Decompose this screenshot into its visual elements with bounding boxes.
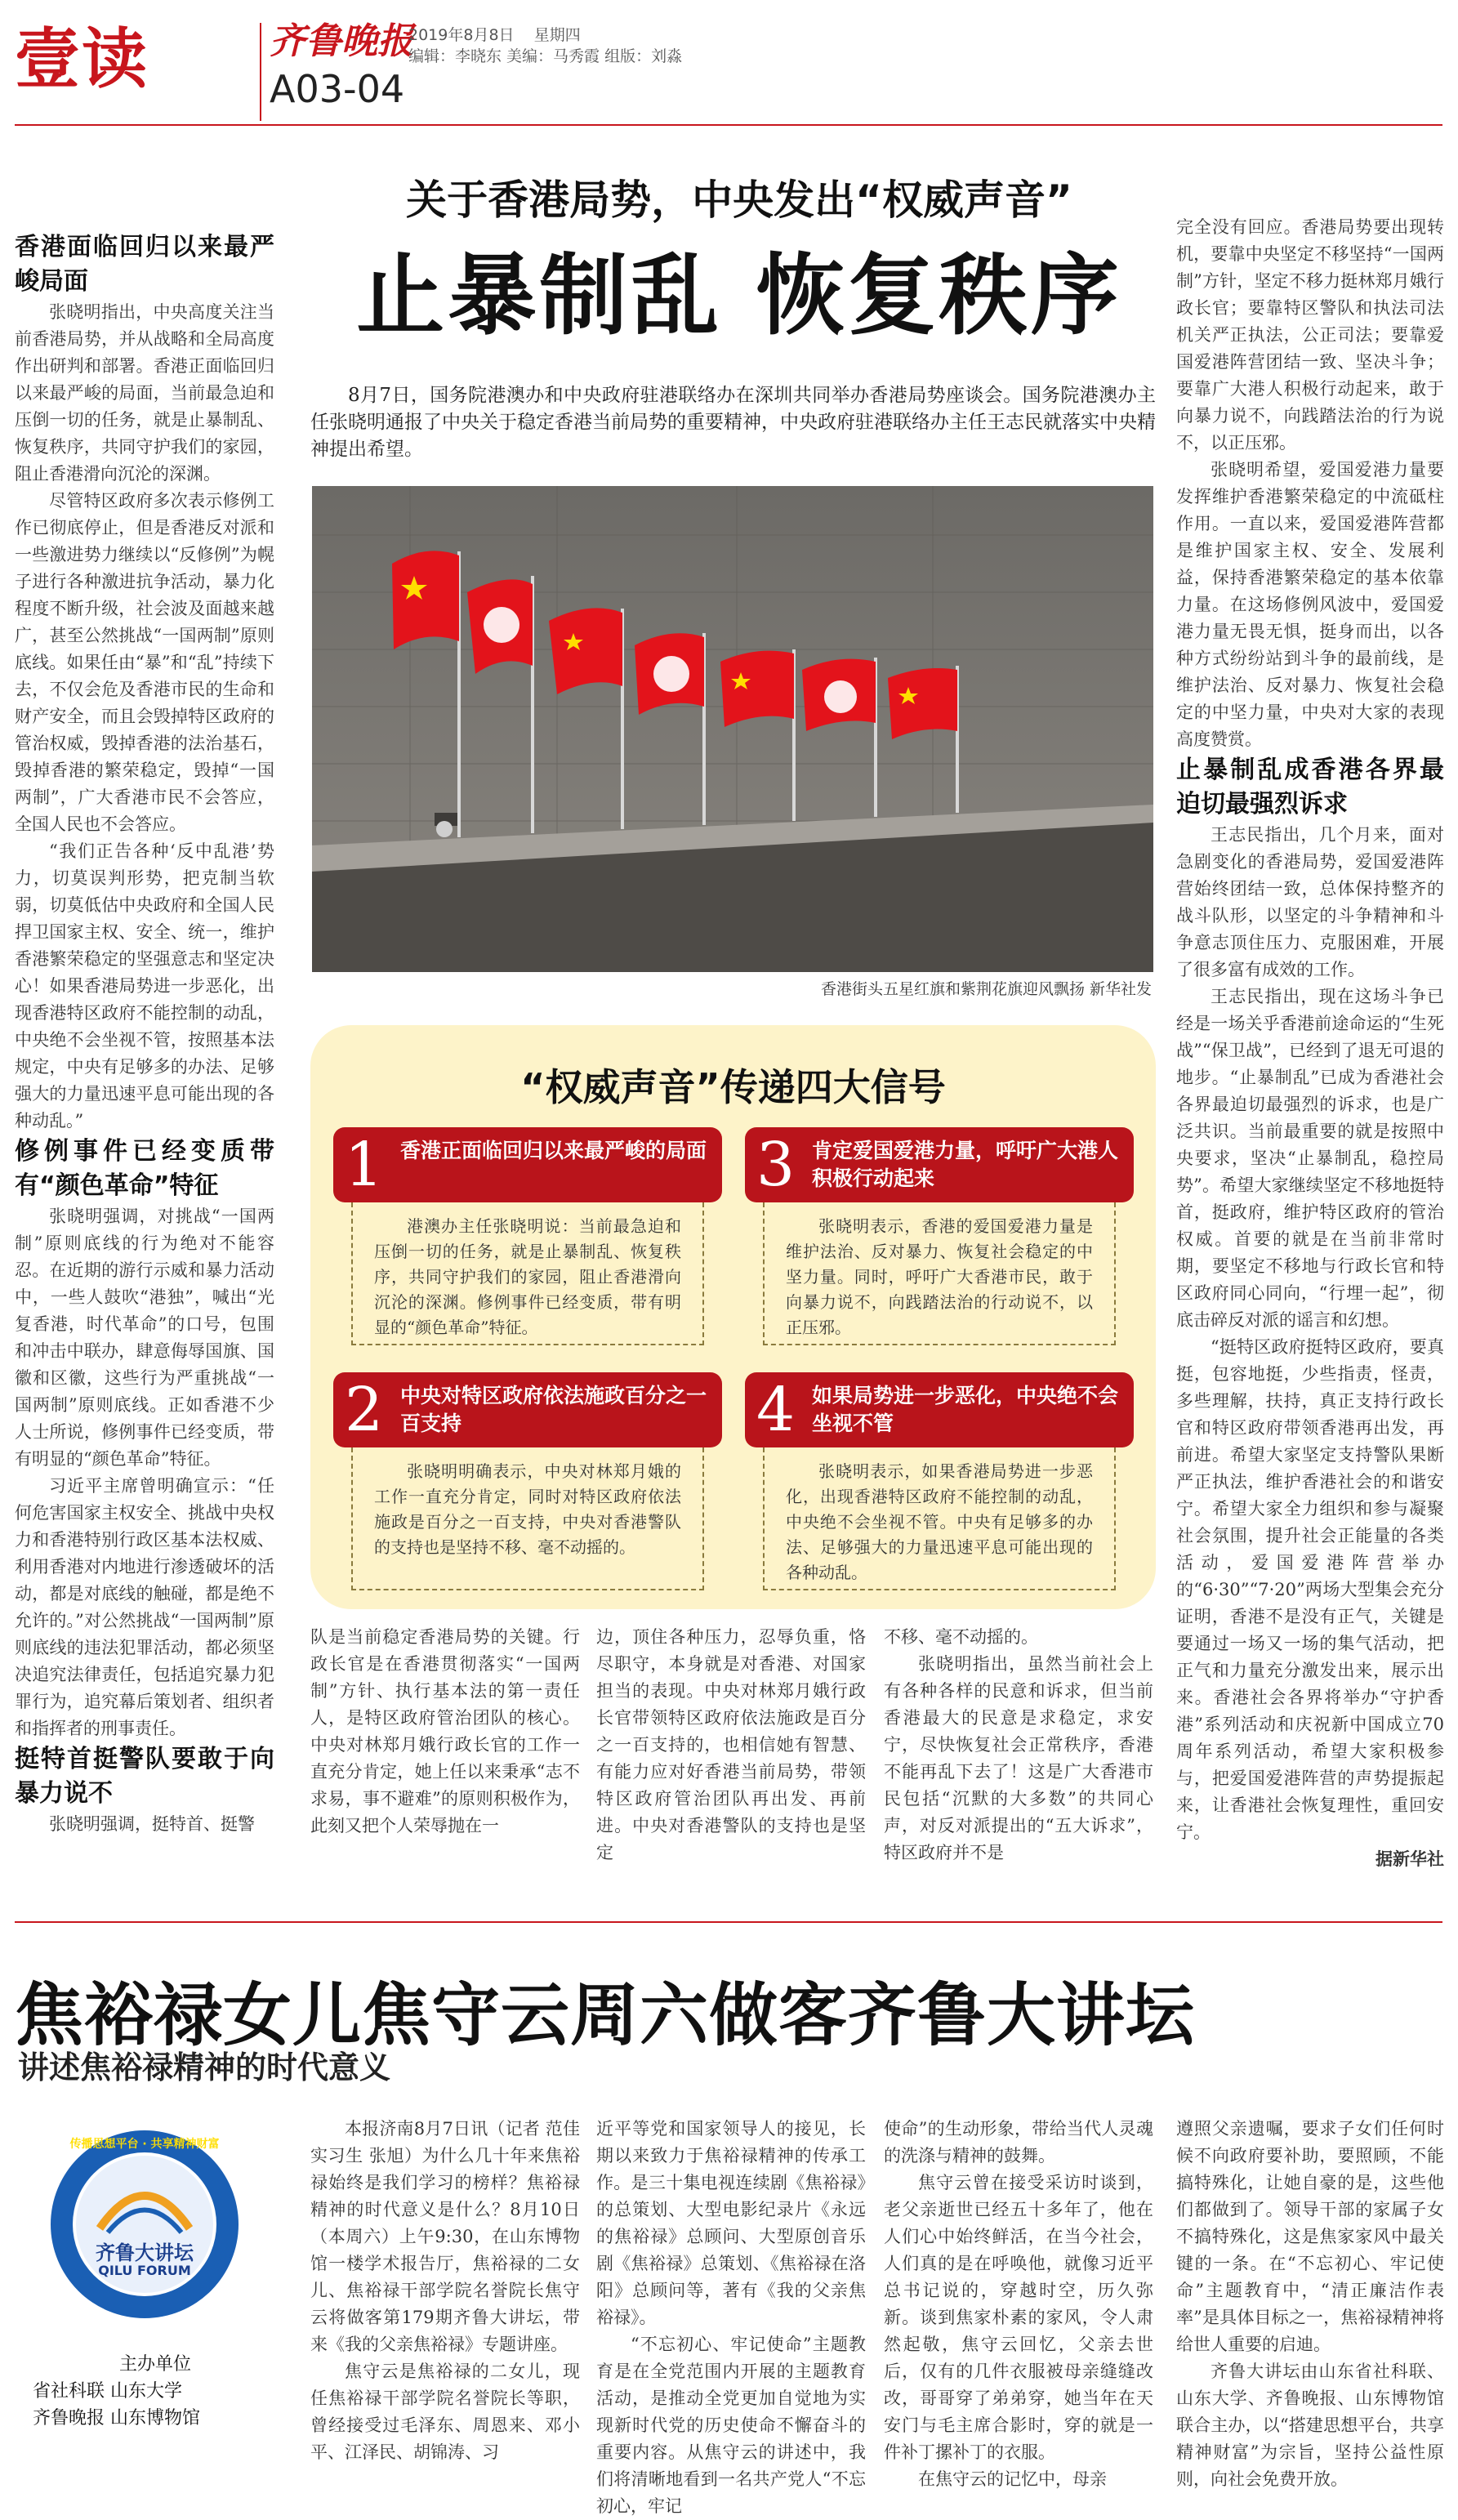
section-rule xyxy=(15,1921,1442,1923)
body-paragraph: 使命”的生动形象，带给当代人灵魂的洗涤与精神的鼓舞。 xyxy=(884,2119,1153,2165)
left-column xyxy=(15,230,274,1838)
signal-1-body: 港澳办主任张晓明说：当前最急迫和压倒一切的任务，就是止暴制乱、恢复秩序，共同守护我们的家园，阻止香港滑向沉沦的深渊。修例事件已经变质，带有明显的“颜色革命”特征。 xyxy=(351,1202,704,1345)
bottom-subhead: 讲述焦裕禄精神的时代意义 xyxy=(18,2049,391,2085)
newspaper-logo: 齐鲁晚报 xyxy=(270,20,413,62)
body-paragraph: 焦守云曾在接受采访时谈到，老父亲逝世已经五十多年了，他在人们心中始终鲜活，在当今社会，人们真的是在呼唤他，就像习近平总书记说的，穿越时空，历久弥新。谈到焦家朴素的家风，令人肃然起敬，焦守云回忆，父亲去世后，仅有的几件衣服被母亲缝缝改改，哥哥穿了弟弟穿，她当年在天安门与毛主席合影时，穿的就是一件补丁摞补丁的衣服。 xyxy=(884,2173,1153,2462)
left-subhead-1: 香港面临回归以来最严峻局面 xyxy=(15,233,274,296)
bottom-headline: 焦裕禄女儿焦守云周六做客齐鲁大讲坛 xyxy=(15,1975,1196,2055)
right-paragraph: “挺特区政府挺特区政府，要真挺，包容地挺，少些指责，怪责，多些理解，扶持，真正支持行政长官和特区政府带领香港再出发，再前进。希望大家坚定支持警队果断严正执法，维护香港社会的和谐安宁。希望大家全力组织和参与凝聚社会氛围，提升社会正能量的各类活动，爱国爱港阵营举办的“6·30”“7·20”两场大型集会充分证明，香港不是没有正气，关键是要通过一场又一场的集气活动，把正气和力量充分激发出来，展示出来。香港社会各界将举办“守护香港”系列活动和庆祝新中国成立70周年系列活动，希望大家积极参与，把爱国爱港阵营的声势提振起来，让香港社会恢复理性，重回安宁。 xyxy=(1176,1337,1444,1842)
signal-3-body: 张晓明表示，香港的爱国爱港力量是维护法治、反对暴力、恢复社会稳定的中坚力量。同时，呼吁广大香港市民，敢于向暴力说不，向践踏法治的行动说不，以正压邪。 xyxy=(763,1202,1116,1345)
left-paragraph: 尽管特区政府多次表示修例工作已彻底停止，但是香港反对派和一些激进势力继续以“反修例”为幌子进行各种激进抗争活动，暴力化程度不断升级，社会波及面越来越广，甚至公然挑战“一国两制”原则底线。如果任由“暴”和“乱”持续下去，不仅会危及香港市民的生命和财产安全，而且会毁掉特区政府的管治权威，毁掉香港的法治基石，毁掉香港的繁荣稳定，毁掉“一国两制”，广大香港市民不会答应，全国人民也不会答应。 xyxy=(15,491,274,834)
body-paragraph: 本报济南8月7日讯（记者 范佳 实习生 张旭）为什么几十年来焦裕禄始终是我们学习的榜样？焦裕禄精神的时代意义是什么？8月10日（本周六）上午9:30，在山东博物馆一楼学术报告厅，焦裕禄的二女儿、焦裕禄干部学院名誉院长焦守云将做客第179期齐鲁大讲坛，带来《我的父亲焦裕禄》专题讲座。 xyxy=(310,2119,580,2354)
signal-3-header xyxy=(745,1127,1134,1202)
signals-title: “权威声音”传递四大信号 xyxy=(520,1065,946,1109)
left-paragraph: 习近平主席曾明确宣示：“任何危害国家主权安全、挑战中央权力和香港特别行政区基本法权威、利用香港对内地进行渗透破坏的活动，都是对底线的触碰，都是绝不允许的。”对公然挑战“一国两制”原则底线的违法犯罪活动，都必须坚决追究法律责任，包括追究暴力犯罪行为，追究幕后策划者、组织者和指挥者的刑事责任。 xyxy=(15,1476,274,1738)
signal-number: 3 xyxy=(756,1130,796,1200)
bottom-column xyxy=(884,1624,1153,1867)
right-subhead: 止暴制乱成香港各界最迫切最强烈诉求 xyxy=(1176,756,1444,818)
right-paragraph: 王志民指出，现在这场斗争已经是一场关乎香港前途命运的“生死战”“保卫战”，已经到了退无可退的地步。“止暴制乱”已成为香港社会各界最迫切最强烈的诉求，也是广泛共识。当前最重要的就是按照中央要求，坚决“止暴制乱，稳控局势”。希望大家继续坚定不移地挺特首，挺政府，维护特区政府的管治权威。首要的就是在当前非常时期，要坚定不移地与行政长官和特区政府同心同向，“行埋一起”，彻底击碎反对派的谣言和幻想。 xyxy=(1176,987,1444,1330)
signal-heading: 肯定爱国爱港力量，呼吁广大港人积极行动起来 xyxy=(812,1139,1119,1190)
header-rule xyxy=(15,124,1442,126)
body-paragraph: 遵照父亲遗嘱，要求子女们任何时候不向政府要补助，要照顾，不能搞特殊化，让她自豪的是，这些他们都做到了。领导干部的家属子女不搞特殊化，这是焦家家风中最关键的一条。在“不忘初心、牢记使命”主题教育中，“清正廉洁作表率”是具体目标之一，焦裕禄精神将给世人重要的启迪。 xyxy=(1176,2119,1444,2354)
bottom-column xyxy=(310,1624,580,1840)
host-organizers xyxy=(33,2351,278,2432)
body-paragraph: 张晓明指出，虽然当前社会上有各种各样的民意和诉求，但当前香港最大的民意是求稳定，求安宁，尽快恢复社会正常秩序，香港不能再乱下去了！这是广大香港市民包括“沉默的大多数”的共同心声，对反对派提出的“五大诉求”，特区政府并不是 xyxy=(884,1654,1153,1862)
section-title: 壹读 xyxy=(15,21,149,97)
bottom-article-column xyxy=(596,2116,866,2520)
signal-number: 4 xyxy=(756,1375,796,1445)
qilu-forum-logo-icon xyxy=(51,2130,239,2318)
article-kicker: 关于香港局势，中央发出“权威声音” xyxy=(406,176,1072,224)
right-paragraph: 张晓明希望，爱国爱港力量要发挥维护香港繁荣稳定的中流砥柱作用。一直以来，爱国爱港阵营都是维护国家主权、安全、发展利益，保持香港繁荣稳定的基本依靠力量。在这场修例风波中，爱国爱港力量无畏无惧，挺身而出，以各种方式纷纷站到斗争的最前线，是维护法治、反对暴力、恢复社会稳定的中坚力量，中央对大家的表现高度赞赏。 xyxy=(1176,460,1444,749)
photo-caption: 香港街头五星红旗和紫荆花旗迎风飘扬 新华社发 xyxy=(820,980,1152,998)
logo-name: 齐鲁大讲坛 xyxy=(96,2241,194,2264)
qilu-forum-logo xyxy=(51,2130,239,2318)
flags-photo-svg xyxy=(312,486,1153,972)
article-headline: 止暴制乱 恢复秩序 xyxy=(356,245,1122,347)
signal-2-body: 张晓明明确表示，中央对林郑月娥的工作一直充分肯定，同时对特区政府依法施政是百分之一百支持，中央对香港警队的支持也是坚持不移、毫不动摇的。 xyxy=(351,1447,704,1590)
issue-weekday: 星期四 xyxy=(533,26,581,44)
left-paragraph: 张晓明强调，对挑战“一国两制”原则底线的行为绝对不能容忍。在近期的游行示威和暴力活动中，一些人鼓吹“港独”，喊出“光复香港，时代革命”的口号，包围和冲击中联办，肆意侮辱国旗、国徽和区徽，这些行为严重挑战“一国两制”原则底线。正如香港不少人士所说，修例事件已经变质，带有明显的“颜色革命”特征。 xyxy=(15,1206,274,1469)
editor-credits: 编辑：李晓东 美编：马秀霞 组版：刘淼 xyxy=(408,47,683,65)
signal-number: 2 xyxy=(345,1375,384,1445)
signal-1-header xyxy=(333,1127,722,1202)
body-paragraph: 焦守云是焦裕禄的二女儿，现任焦裕禄干部学院名誉院长等职，曾经接受过毛泽东、周恩来、邓小平、江泽民、胡锦涛、习 xyxy=(310,2362,580,2462)
body-paragraph: 在焦守云的记忆中，母亲 xyxy=(918,2469,1107,2489)
header-divider xyxy=(260,23,261,121)
left-subhead-3: 挺特首挺警队要敢于向暴力说不 xyxy=(15,1745,274,1808)
body-paragraph: 不移、毫不动摇的。 xyxy=(884,1627,1038,1647)
flags-photo xyxy=(312,486,1153,972)
body-paragraph: 边，顶住各种压力，忍辱负重，恪尽职守，本身就是对香港、对国家担当的表现。中央对林郑月娥行政长官带领特区政府依法施政是百分之一百支持的，也相信她有智慧、有能力应对好香港当前局势，带领特区政府管治团队再出发、再前进。中央对香港警队的支持也是坚定 xyxy=(596,1627,866,1862)
signal-number: 1 xyxy=(345,1130,384,1200)
left-subhead-2: 修例事件已经变质带有“颜色革命”特征 xyxy=(15,1137,274,1200)
bottom-article-column xyxy=(884,2116,1153,2493)
signal-2-header xyxy=(333,1372,722,1447)
logo-slogan: 传播思想平台 · 共享精神财富 xyxy=(69,2138,220,2151)
signal-heading: 香港正面临回归以来最严峻的局面 xyxy=(400,1139,707,1162)
body-paragraph: 齐鲁大讲坛由山东省社科联、山东大学、齐鲁晚报、山东博物馆联合主办，以“搭建思想平台，共享精神财富”为宗旨，坚持公益性原则，向社会免费开放。 xyxy=(1176,2362,1444,2489)
left-paragraph: 张晓明强调，挺特首、挺警 xyxy=(49,1814,255,1834)
right-column xyxy=(1176,214,1444,1873)
right-paragraph: 完全没有回应。香港局势要出现转机，要靠中央坚定不移坚持“一国两制”方针，坚定不移力挺林郑月娥行政长官；要靠特区警队和执法司法机关严正执法，公正司法；要靠爱国爱港阵营团结一致、坚决斗争；要靠广大港人积极行动起来，敢于向暴力说不，向践踏法治的行为说不，以正压邪。 xyxy=(1176,217,1444,453)
host-line: 省社科联 山东大学 xyxy=(33,2381,182,2402)
signal-4-header xyxy=(745,1372,1134,1447)
body-paragraph: 近平等党和国家领导人的接见，长期以来致力于焦裕禄精神的传承工作。是三十集电视连续剧《焦裕禄》的总策划、大型电影纪录片《永远的焦裕禄》总顾问、大型原创音乐剧《焦裕禄》总策划、《焦裕禄在洛阳》总顾问等，著有《我的父亲焦裕禄》。 xyxy=(596,2119,866,2327)
bottom-article-column xyxy=(310,2116,580,2466)
signal-heading: 中央对特区政府依法施政百分之一百支持 xyxy=(400,1384,707,1435)
bottom-article-column xyxy=(1176,2116,1444,2493)
signal-4-body: 张晓明表示，如果香港局势进一步恶化，出现香港特区政府不能控制的动乱，中央绝不会坐视不管。中央有足够多的办法、足够强大的力量迅速平息可能出现的各种动乱。 xyxy=(763,1447,1116,1590)
logo-english: QILU FORUM xyxy=(98,2263,191,2278)
body-paragraph: 队是当前稳定香港局势的关键。行政长官是在香港贯彻落实“一国两制”方针、执行基本法的第一责任人，是特区政府管治团队的核心。中央对林郑月娥行政长官的工作一直充分肯定，她上任以来秉承“志不求易，事不避难”的原则积极作为，此刻又把个人荣辱抛在一 xyxy=(310,1627,580,1835)
right-paragraph: 王志民指出，几个月来，面对急剧变化的香港局势，爱国爱港阵营始终团结一致，总体保持整齐的战斗队形，以坚定的斗争精神和斗争意志顶住压力、克服困难，开展了很多富有成效的工作。 xyxy=(1176,825,1444,979)
signal-heading: 如果局势进一步恶化，中央绝不会坐视不管 xyxy=(812,1384,1119,1435)
issue-date: 2019年8月8日 xyxy=(408,26,515,44)
article-lead: 8月7日，国务院港澳办和中央政府驻港联络办在深圳共同举办香港局势座谈会。国务院港澳办主任张晓明通报了中央关于稳定香港当前局势的重要精神，中央政府驻港联络办主任王志民就落实中央精神提出希望。 xyxy=(310,385,1156,460)
bottom-column xyxy=(596,1624,866,1867)
body-paragraph: “不忘初心、牢记使命”主题教育是在全党范围内开展的主题教育活动，是推动全党更加自觉地为实现新时代党的历史使命不懈奋斗的重要内容。从焦守云的讲述中，我们将清晰地看到一名共产党人“不忘初心，牢记 xyxy=(596,2335,866,2516)
page-number: A03-04 xyxy=(270,67,405,111)
news-source: 据新华社 xyxy=(1376,1849,1444,1869)
left-paragraph: 张晓明指出，中央高度关注当前香港局势，并从战略和全局高度作出研判和部署。香港正面临回归以来最严峻的局面，当前最急迫和压倒一切的任务，就是止暴制乱、恢复秩序，共同守护我们的家园，阻止香港滑向沉沦的深渊。 xyxy=(15,302,274,484)
host-label: 主办单位 xyxy=(118,2354,191,2375)
host-line: 齐鲁晚报 山东博物馆 xyxy=(33,2408,200,2429)
header-date-line xyxy=(408,23,581,45)
left-paragraph: “我们正告各种‘反中乱港’势力，切莫误判形势，把克制当软弱，切莫低估中央政府和全国人民捍卫国家主权、安全、统一，维护香港繁荣稳定的坚强意志和坚定决心！如果香港局势进一步恶化，出现香港特区政府不能控制的动乱，中央绝不会坐视不管，按照基本法规定，中央有足够多的办法、足够强大的力量迅速平息可能出现的各种动乱。” xyxy=(15,841,274,1131)
